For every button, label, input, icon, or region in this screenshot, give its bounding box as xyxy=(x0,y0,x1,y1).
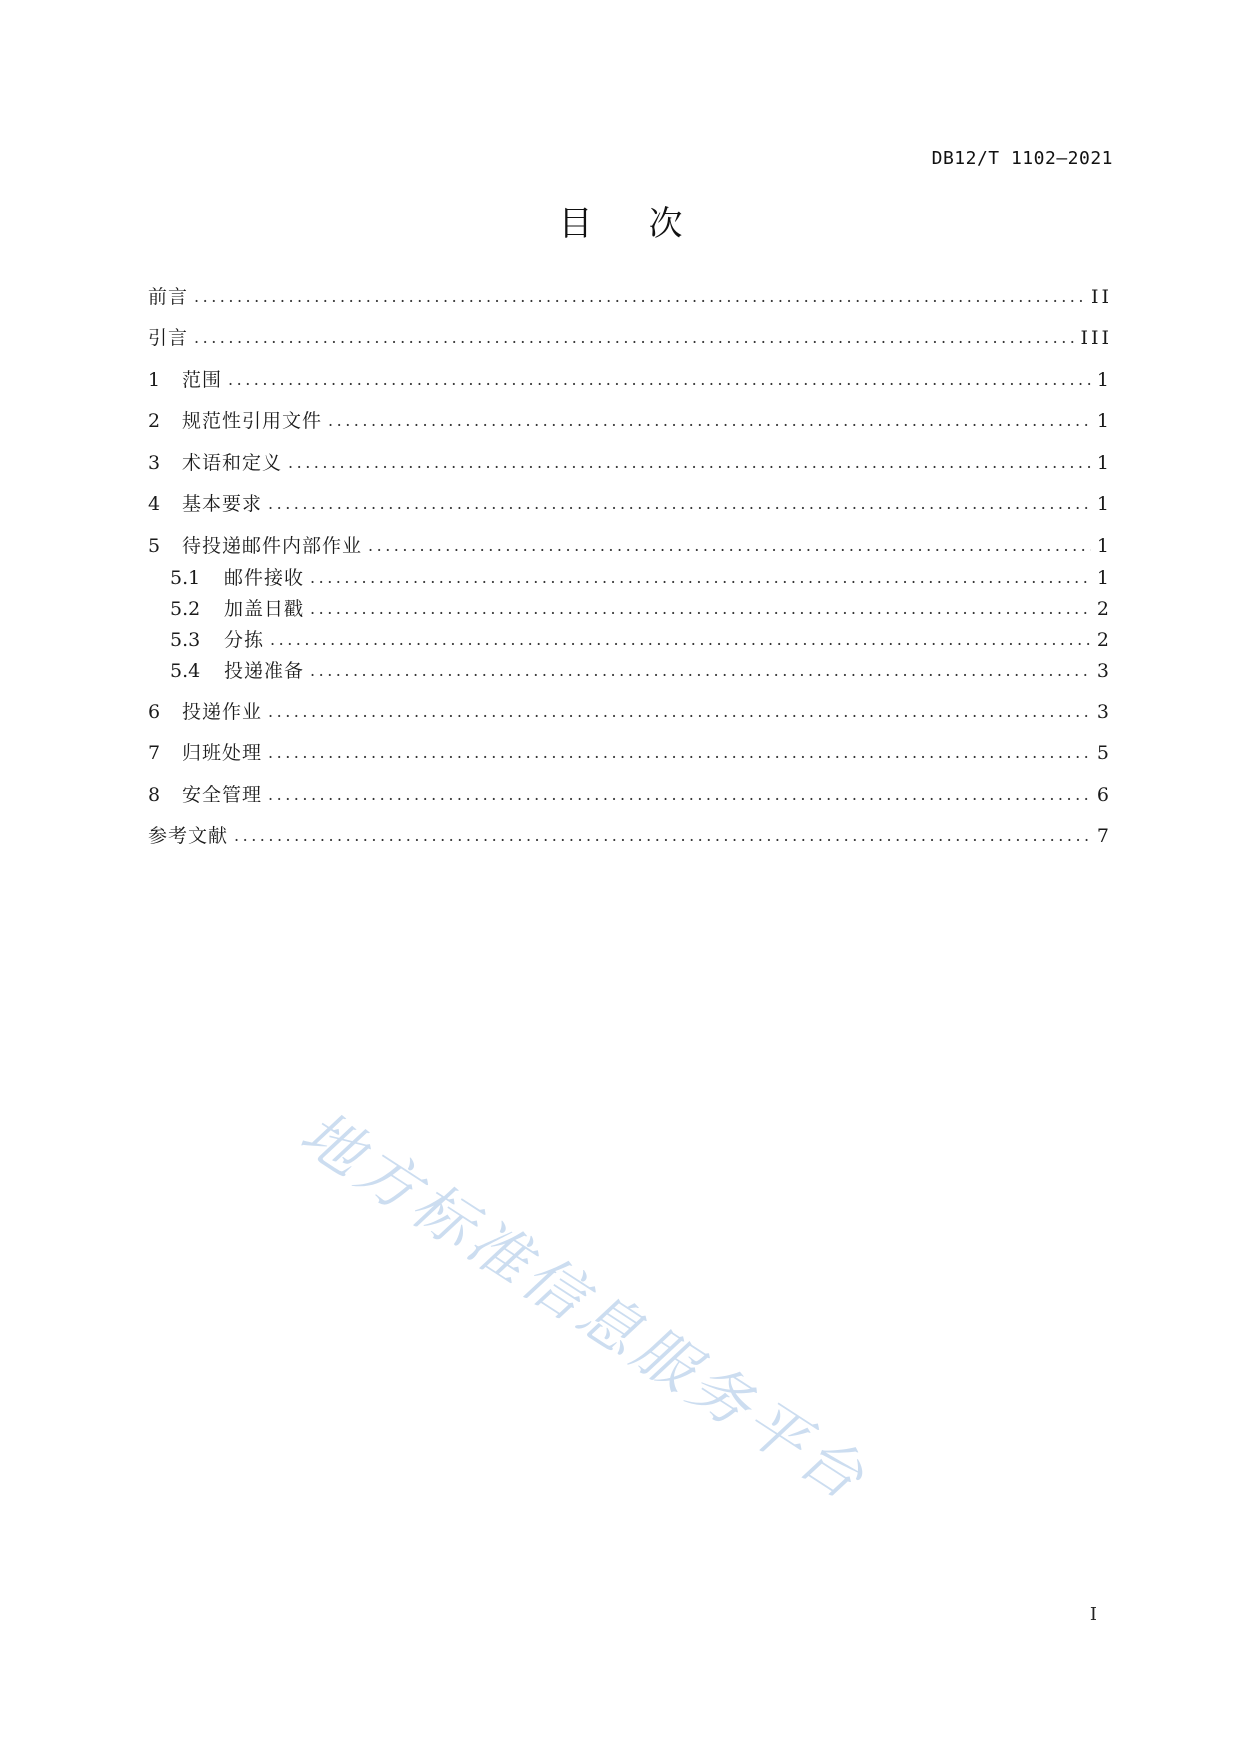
toc-entry-page: 2 xyxy=(1096,629,1112,651)
toc-entry-title: 待投递邮件内部作业 xyxy=(182,535,363,557)
toc-entry-number: 6 xyxy=(148,701,161,723)
toc-entry-page: II xyxy=(1090,286,1112,308)
toc-entry-5[interactable] xyxy=(148,531,1112,561)
toc-entry-title: 投递准备 xyxy=(224,660,305,682)
toc-dot-leader xyxy=(268,489,1091,519)
toc-entry-number: 3 xyxy=(148,452,161,474)
toc-entry-page: 1 xyxy=(1096,369,1112,391)
toc-entry-title: 分拣 xyxy=(224,629,265,651)
toc-dot-leader xyxy=(228,365,1091,395)
toc-entry-page: 1 xyxy=(1096,535,1112,557)
toc-entry-page: 3 xyxy=(1096,701,1112,723)
toc-entry-page: 5 xyxy=(1096,742,1112,764)
toc-entry-page: 6 xyxy=(1096,784,1112,806)
toc-entry-number: 5.4 xyxy=(170,660,201,682)
toc-entry-title: 投递作业 xyxy=(182,701,263,723)
document-code: DB12/T 1102—2021 xyxy=(931,148,1113,169)
toc-entry-5-1[interactable] xyxy=(170,563,1112,593)
toc-entry-introduction[interactable] xyxy=(148,323,1112,353)
toc-entry-number: 2 xyxy=(148,410,161,432)
toc-entry-5-3[interactable] xyxy=(170,625,1112,655)
toc-entry-8[interactable] xyxy=(148,780,1112,810)
toc-entry-title: 引言 xyxy=(148,327,189,349)
toc-entry-title: 规范性引用文件 xyxy=(182,410,323,432)
toc-dot-leader xyxy=(270,625,1091,655)
toc-dot-leader xyxy=(268,738,1091,768)
toc-entry-number: 4 xyxy=(148,493,161,515)
toc-entry-page: 3 xyxy=(1096,660,1112,682)
toc-dot-leader xyxy=(194,323,1074,353)
toc-entry-number: 1 xyxy=(148,369,161,391)
page-number: I xyxy=(1089,1604,1097,1625)
toc-dot-leader xyxy=(310,656,1091,686)
toc-entry-title: 安全管理 xyxy=(182,784,263,806)
toc-dot-leader xyxy=(328,406,1091,436)
toc-entry-2[interactable] xyxy=(148,406,1112,436)
toc-dot-leader xyxy=(234,821,1091,851)
toc-dot-leader xyxy=(310,563,1091,593)
toc-dot-leader xyxy=(368,531,1091,561)
toc-entry-page: III xyxy=(1080,327,1112,349)
toc-dot-leader xyxy=(288,448,1091,478)
toc-entry-title: 邮件接收 xyxy=(224,567,305,589)
toc-dot-leader xyxy=(310,594,1091,624)
toc-entry-number: 5.3 xyxy=(170,629,201,651)
toc-entry-title: 归班处理 xyxy=(182,742,263,764)
toc-dot-leader xyxy=(268,697,1091,727)
toc-entry-title: 加盖日戳 xyxy=(224,598,305,620)
toc-entry-title: 参考文献 xyxy=(148,825,229,847)
toc-entry-page: 1 xyxy=(1096,452,1112,474)
toc-entry-references[interactable] xyxy=(148,821,1112,851)
page-title: 目次 xyxy=(558,204,739,244)
toc-entry-page: 7 xyxy=(1096,825,1112,847)
toc-entry-foreword[interactable] xyxy=(148,282,1112,312)
toc-dot-leader xyxy=(194,282,1085,312)
toc-entry-title: 术语和定义 xyxy=(182,452,283,474)
toc-entry-title: 基本要求 xyxy=(182,493,263,515)
toc-entry-3[interactable] xyxy=(148,448,1112,478)
toc-dot-leader xyxy=(268,780,1091,810)
toc-entry-number: 5.2 xyxy=(170,598,201,620)
toc-entry-number: 7 xyxy=(148,742,161,764)
toc-entry-4[interactable] xyxy=(148,489,1112,519)
toc-entry-number: 5.1 xyxy=(170,567,201,589)
toc-entry-5-2[interactable] xyxy=(170,594,1112,624)
watermark: 地方标准信息服务平台 xyxy=(288,1097,880,1517)
toc-entry-6[interactable] xyxy=(148,697,1112,727)
toc-entry-number: 8 xyxy=(148,784,161,806)
toc-entry-page: 1 xyxy=(1096,410,1112,432)
toc-entry-title: 前言 xyxy=(148,286,189,308)
toc-entry-page: 2 xyxy=(1096,598,1112,620)
toc-entry-1[interactable] xyxy=(148,365,1112,395)
toc-entry-title: 范围 xyxy=(182,369,223,391)
toc-entry-page: 1 xyxy=(1096,567,1112,589)
toc-entry-5-4[interactable] xyxy=(170,656,1112,686)
toc-entry-number: 5 xyxy=(148,535,161,557)
toc-entry-7[interactable] xyxy=(148,738,1112,768)
toc-entry-page: 1 xyxy=(1096,493,1112,515)
